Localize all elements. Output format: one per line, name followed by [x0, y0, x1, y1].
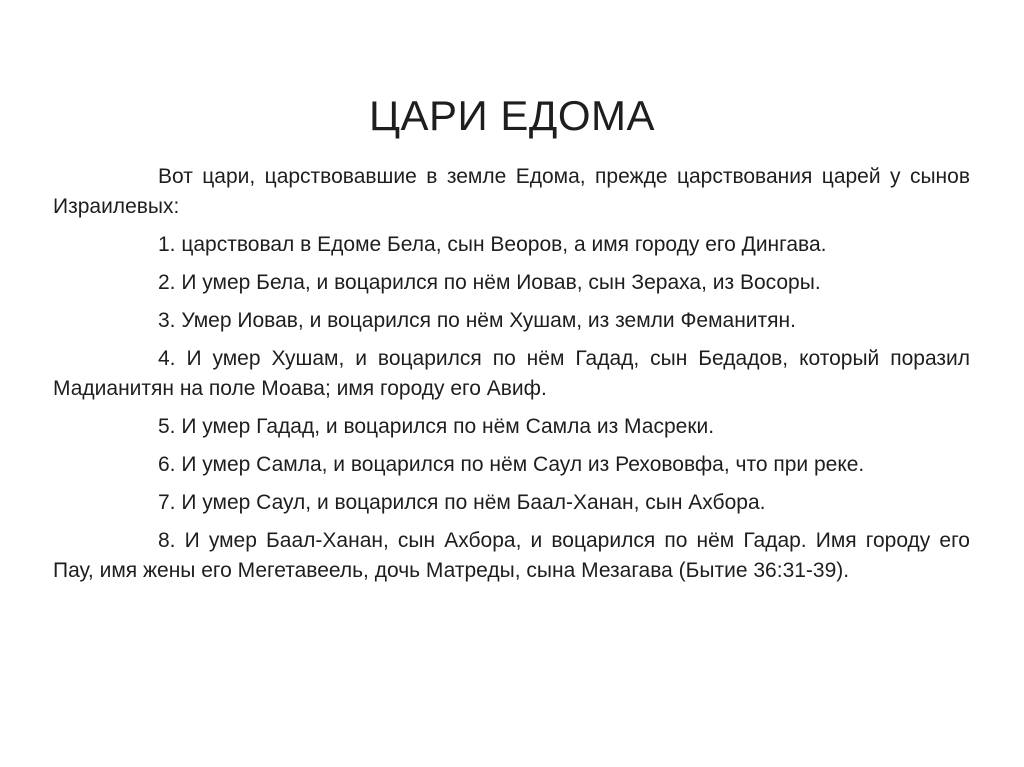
paragraph-king-7: 7. И умер Саул, и воцарился по нём Баал-Ханан, сын Ахбора. [158, 491, 766, 514]
paragraph-king-5: 5. И умер Гадад, и воцарился по нём Самла из Масреки. [158, 415, 715, 438]
slide-title: ЦАРИ ЕДОМА [368, 92, 656, 140]
paragraph-intro: Вот цари, царствовавшие в земле Едома, прежде царствования царей у сынов Израилевых: [53, 165, 970, 218]
paragraph-king-8: 8. И умер Баал-Ханан, сын Ахбора, и воцарился по нём Гадар. Имя городу его Пау, имя жены его Мегетавеель, дочь Матреды, сына Мезагава (Бытие 36:31-39). [53, 529, 970, 582]
paragraph-king-4: 4. И умер Хушам, и воцарился по нём Гадад, сын Бедадов, который поразил Мадианитян на поле Моава; имя городу его Авиф. [53, 347, 970, 400]
paragraph-king-1: 1. царствовал в Едоме Бела, сын Веоров, а имя городу его Дингава. [158, 233, 827, 256]
paragraph-king-6: 6. И умер Самла, и воцарился по нём Саул из Рехововфа, что при реке. [158, 453, 865, 476]
paragraph-king-3: 3. Умер Иовав, и воцарился по нём Хушам, из земли Феманитян. [158, 309, 796, 332]
slide-body [53, 162, 970, 594]
paragraph-king-2: 2. И умер Бела, и воцарился по нём Иовав, сын Зераха, из Восоры. [158, 271, 821, 294]
